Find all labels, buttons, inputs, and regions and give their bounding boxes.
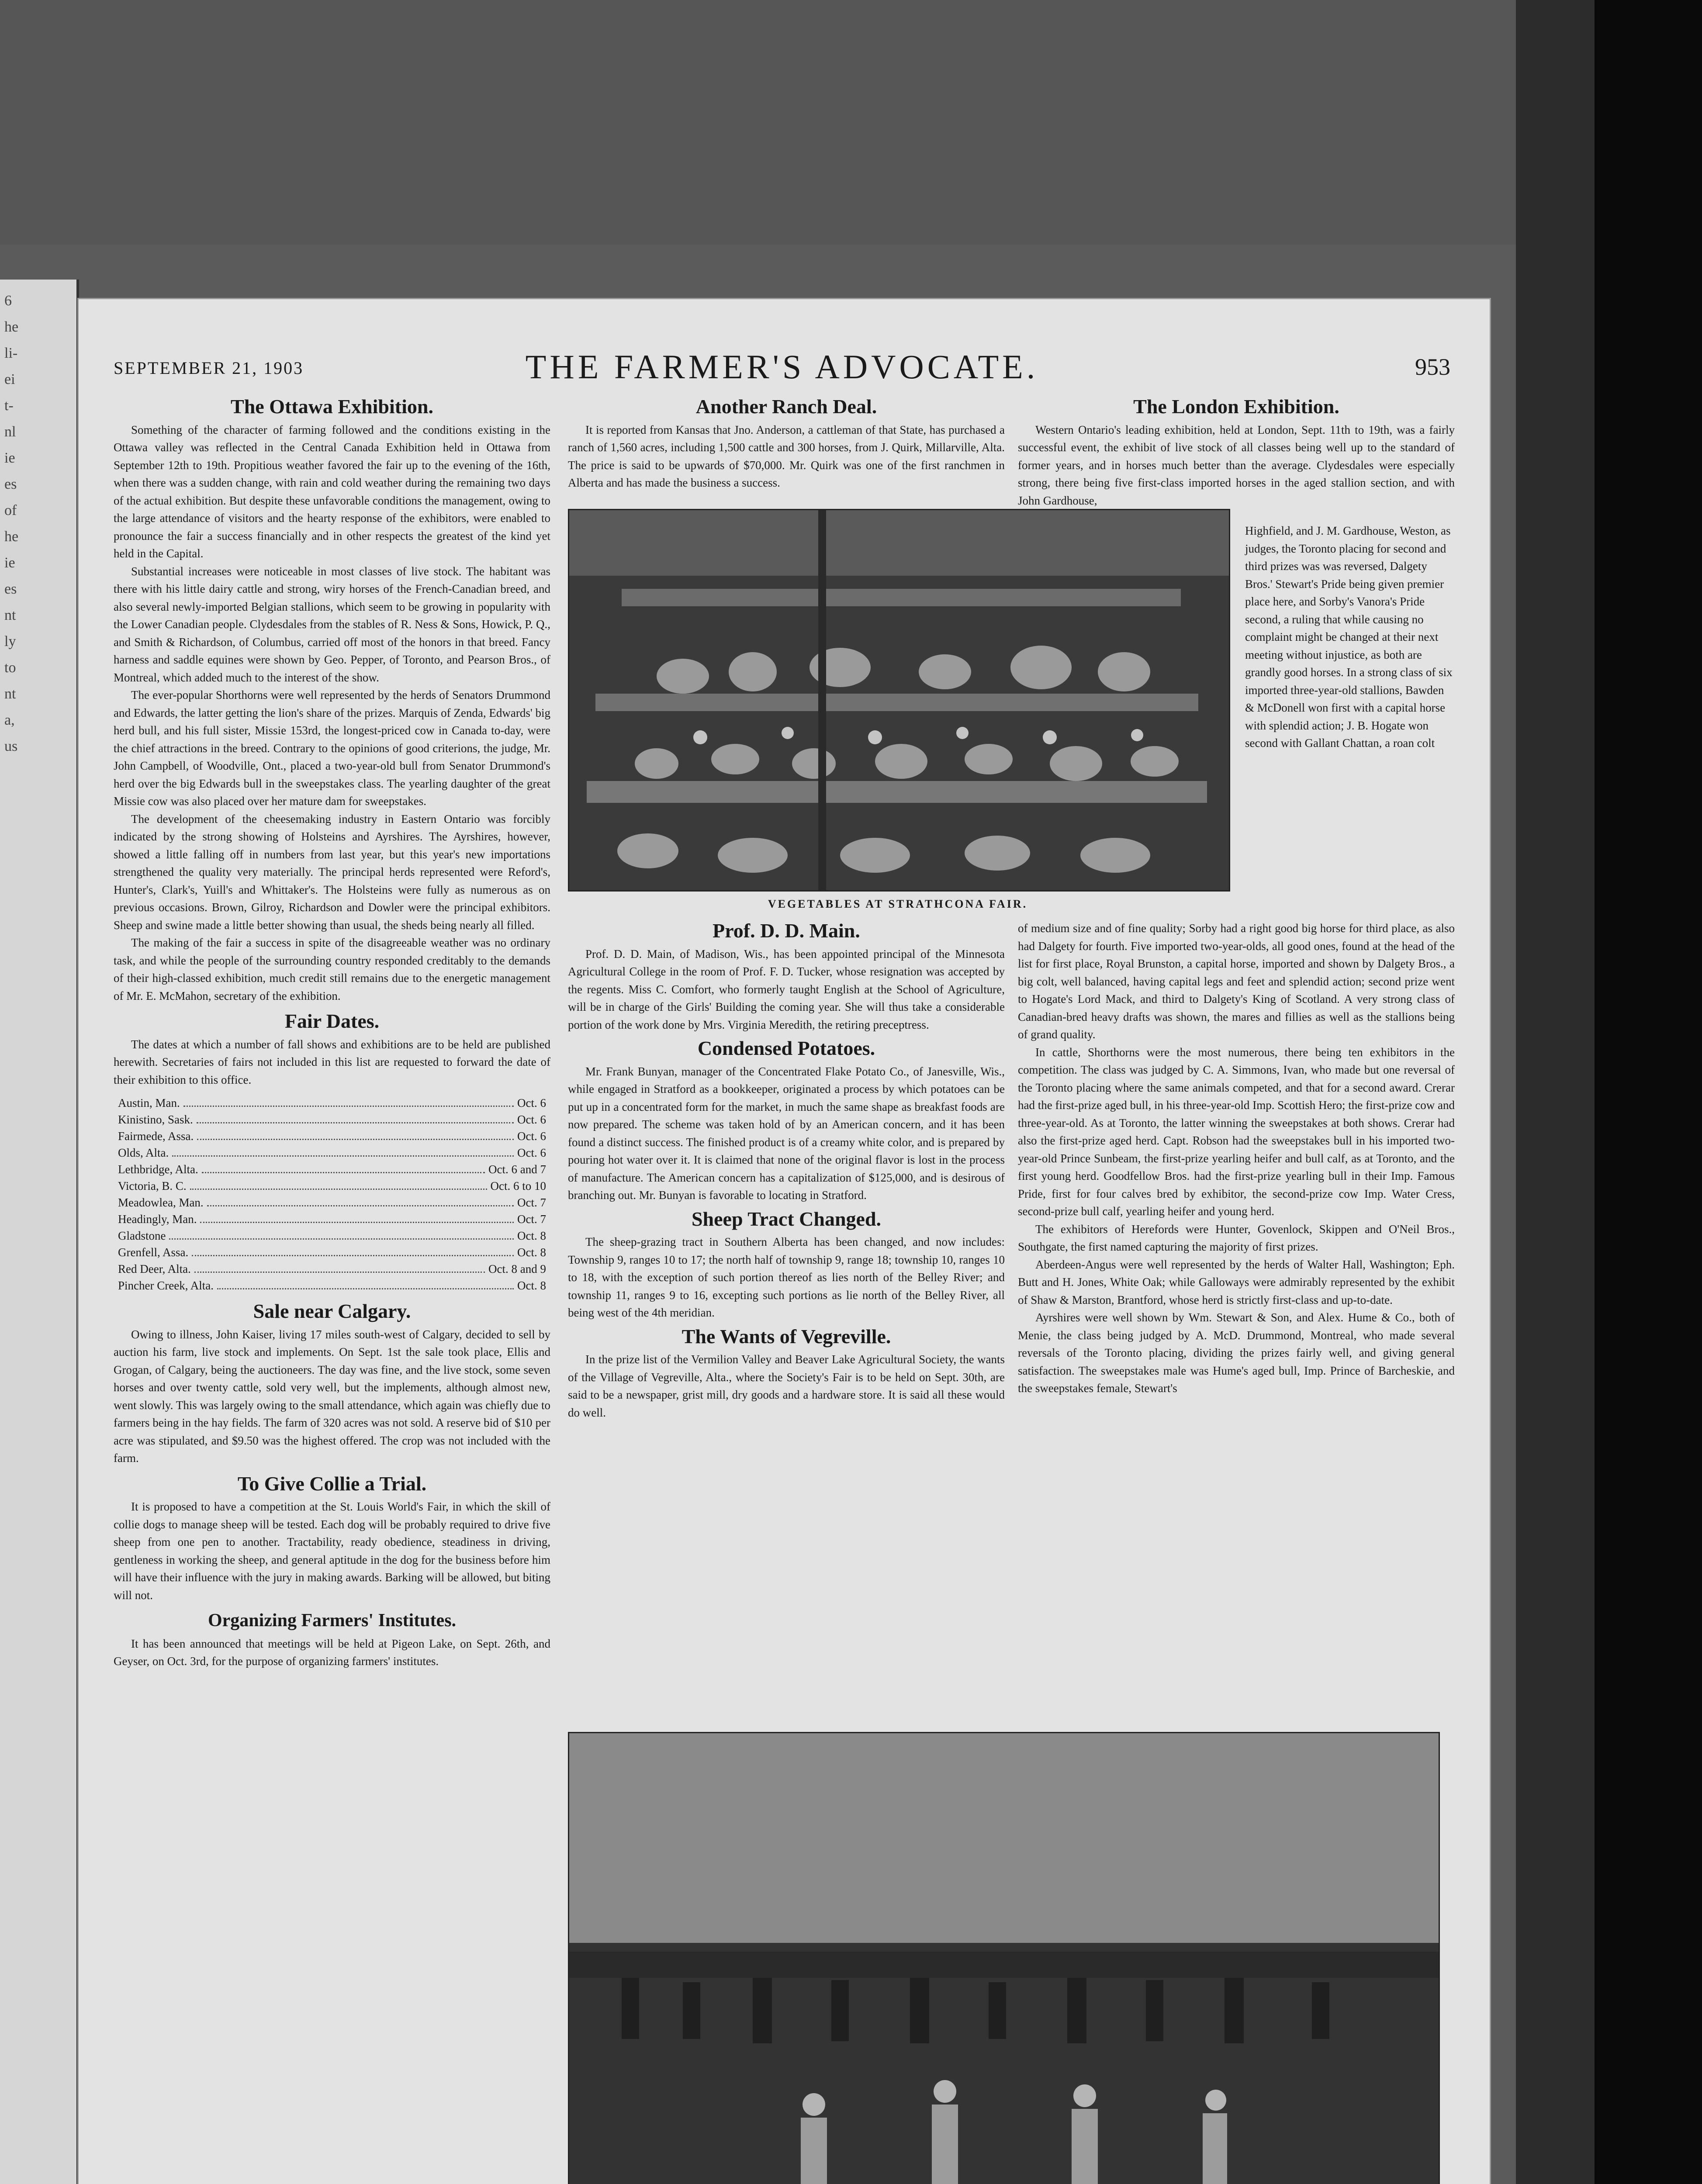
fair-place: Olds, Alta.: [118, 1146, 169, 1159]
sheep-body: The sheep-grazing tract in Southern Alberta has been changed, and now includes: Township 9, ranges 10 to 17; the north half of township 9, range 18; township 10, ranges 10 to 18, with the exception of such portion thereof as lies north of the Belley River; and township 11, ranges 9 to 16, excepting such portions as lie north of the Belley River, all being west of the 4th meridian.: [568, 1235, 1005, 1319]
fair-place: Gladstone: [118, 1229, 166, 1242]
fair-date-row: [118, 1211, 546, 1227]
ottawa-paragraph: Substantial increases were noticeable in most classes of live stock. The habitant was there with his little dairy cattle and strong, wiry horses of the French-Canadian breed, and also several newly-imported Belgian stallions, which seem to be growing in popularity with the Lower Canadian people. Clydesdales from the stables of R. Ness & Sons, Howick, P. Q., and Smith & Richardson, of Columbus, carried off most of the honors in that breed. Fancy harness and saddle equines were shown by Geo. Pepper, of Toronto, and Pearson Bros., of Montreal, which added much to the interest of the show.: [114, 564, 550, 684]
fair-date-row: [118, 1178, 546, 1194]
fragment-text: es: [4, 476, 17, 492]
london-title: The London Exhibition.: [1133, 395, 1339, 418]
vegetables-photo: [568, 509, 1230, 892]
fair-place: Fairmede, Assa.: [118, 1130, 194, 1143]
london-paragraph: Ayrshires were well shown by Wm. Stewart & Son, and Alex. Hume & Co., both of Menie, the class being judged by A. McD. Drummond, Montreal, who made several reversals of the Toronto placing, dividing the prizes fairly well, and giving general satisfaction. The sweepstakes male was Hume's aged bull, Imp. Prince of Barcheskie, and the sweepstakes female, Stewart's: [1018, 1311, 1455, 1395]
vegreville-title: The Wants of Vegreville.: [681, 1325, 891, 1348]
road-gang-photo-image: [569, 1733, 1439, 2184]
ottawa-paragraph: The development of the cheesemaking industry in Eastern Ontario was forcibly indicated by the strong showing of Holsteins and Ayrshires. The Ayrshires, however, showed a little falling off in numbers from last year, but this year's new importations strengthened the quality very materially. The principal herds represented were Reford's, Hunter's, Clark's, Yuill's and Whittaker's. The Holsteins were fully as numerous as on previous occasions. Brown, Gilroy, Richardson and Dowler were the principal exhibitors. Sheep and swine made a little better showing than usual, the sheds being nearly all filled.: [114, 812, 550, 932]
fair-date: Oct. 6: [517, 1096, 546, 1109]
london-inset-text: [1245, 522, 1455, 752]
fair-date-row: [118, 1111, 546, 1128]
fragment-text: 6: [4, 293, 12, 309]
fragment-text: a,: [4, 712, 15, 728]
column-left: [114, 395, 550, 1670]
ottawa-title: The Ottawa Exhibition.: [231, 395, 433, 418]
fair-place: Pincher Creek, Alta.: [118, 1279, 214, 1292]
leader-dots: [200, 1211, 514, 1223]
fair-place: Headingly, Man.: [118, 1213, 197, 1226]
collie-body: It is proposed to have a competition at the St. Louis World's Fair, in which the skill of collie dogs to manage sheep will be tested. Each dog will be probably required to drive five sheep from one pen to another. Tractability, ready obedience, steadiness in driving, gentleness in working the sheep, and general aptitude in the dog for the business before him will have their influence with the jury in making awards. Barking will be allowed, but biting will not.: [114, 1500, 550, 1602]
fair-date: Oct. 7: [517, 1213, 546, 1226]
ranch-body: It is reported from Kansas that Jno. Anderson, a cattleman of that State, has purchased a ranch of 1,560 acres, including 1,500 cattle and 300 horses, from J. Quirk, Millarville, Alta. The price is said to be upwards of $70,000. Mr. Quirk was one of the first ranchmen in Alberta and has made the business a success.: [568, 423, 1005, 489]
london-paragraph: Aberdeen-Angus were well represented by the herds of Walter Hall, Washington; Eph. Butt and H. Jones, White Oak; while Galloways were admirably represented by the exhibit of Shaw & Marston, Brantford, whose herd is strictly first-class and up-to-date.: [1018, 1258, 1455, 1306]
leader-dots: [183, 1095, 514, 1107]
fair-date: Oct. 6: [517, 1146, 546, 1159]
fair-dates-list: [114, 1095, 550, 1294]
leader-dots: [169, 1227, 514, 1240]
fair-place: Meadowlea, Man.: [118, 1196, 204, 1209]
leader-dots: [190, 1178, 487, 1190]
potatoes-title: Condensed Potatoes.: [697, 1037, 875, 1059]
fair-dates-title: Fair Dates.: [284, 1010, 380, 1032]
calgary-body: Owing to illness, John Kaiser, living 17 miles south-west of Calgary, decided to sell by auction his farm, live stock and implements. On Sept. 1st the sale took place, Ellis and Grogan, of Calgary, being the auctioneers. The day was fine, and the live stock, some seven horses and over twenty cattle, sold very well, but the implements, although almost new, went slowly. This was largely owing to the small attendance, which again was chiefly due to farmers being in the hay fields. The farm of 320 acres was not sold. A reserve bid of $10 per acre was stipulated, and $9.50 was the highest offered. The crop was not included with the farm.: [114, 1327, 550, 1465]
london-inset-paragraph: Highfield, and J. M. Gardhouse, Weston, as judges, the Toronto placing for second and third prizes was was reversed, Dalgety Bros.' Stewart's Pride being given premier place here, and Sorby's Vanora's Pride second, a ruling that while causing no complaint might be changed at their next meeting without injustice, as both are grandly good horses. In a strong class of six imported three-year-old stallions, Bawden & McDonell won first with a capital horse with splendid action; J. B. Hogate won second with Gallant Chattan, a roan colt: [1245, 524, 1453, 750]
leader-dots: [197, 1111, 514, 1123]
fair-date-row: [118, 1244, 546, 1261]
fragment-text: he: [4, 319, 19, 335]
leader-dots: [207, 1194, 514, 1206]
fair-date-row: [118, 1194, 546, 1211]
fair-date: Oct. 8: [517, 1246, 546, 1259]
ottawa-paragraph: The making of the fair a success in spite of the disagreeable weather was no ordinary task, and while the people of the surrounding country responded creditably to the demands of their high-classed exhibition, much credit still remains due to the energetic management of Mr. E. McMahon, secretary of the exhibition.: [114, 936, 550, 1002]
masthead-title: THE FARMER'S ADVOCATE.: [525, 348, 1039, 386]
column-right-top: [1018, 395, 1455, 509]
fair-date: Oct. 7: [517, 1196, 546, 1209]
leader-dots: [197, 1128, 514, 1140]
london-paragraph: of medium size and of fine quality; Sorby had a right good big horse for third place, as also had Dalgety for fourth. Five imported two-year-olds, all good ones, found at the head of the list for first place, Royal Brunston, a capital horse, imported and shown by Dalgety Bros., a big colt, well balanced, having capital legs and feet and splendid action; second prize went to Hogate's Lord Mack, and third to Dalgety's King of Scotland. A very strong class of Canadian-bred heavy drafts was shown, the mares and fillies as well as the stallions being of grand quality.: [1018, 922, 1455, 1041]
scan-background-top: [0, 0, 1702, 245]
fragment-text: to: [4, 660, 16, 676]
fragment-text: ly: [4, 633, 16, 650]
calgary-title: Sale near Calgary.: [253, 1300, 411, 1322]
column-right-lower: [1018, 919, 1455, 1397]
fair-date: Oct. 8: [517, 1279, 546, 1292]
vegetables-caption: VEGETABLES AT STRATHCONA FAIR.: [768, 898, 1028, 910]
fair-date-row: [118, 1128, 546, 1144]
leader-dots: [194, 1261, 485, 1273]
ranch-title: Another Ranch Deal.: [695, 395, 877, 418]
fair-date-row: [118, 1261, 546, 1277]
fragment-text: ie: [4, 555, 15, 571]
fair-place: Grenfell, Assa.: [118, 1246, 189, 1259]
fair-dates-intro: The dates at which a number of fall shows and exhibitions are to be held are published herewith. Secretaries of fairs not included in this list are requested to forward the date of their exhibition to this office.: [114, 1037, 550, 1086]
leader-dots: [202, 1161, 485, 1173]
fair-date: Oct. 6 and 7: [488, 1163, 546, 1176]
road-gang-photo: [568, 1732, 1440, 2184]
fair-date-row: [118, 1161, 546, 1178]
fair-date: Oct. 6: [517, 1113, 546, 1126]
leader-dots: [217, 1277, 514, 1289]
facing-page-fragment: [0, 280, 79, 2184]
fair-date: Oct. 8: [517, 1229, 546, 1242]
leader-dots: [192, 1244, 514, 1256]
fragment-text: ei: [4, 371, 15, 387]
fair-date: Oct. 6 to 10: [490, 1179, 546, 1192]
vegreville-body: In the prize list of the Vermilion Valley and Beaver Lake Agricultural Society, the wants of the Village of Vegreville, Alta., where the Society's Fair is to be held on Sept. 30th, are said to be a newspaper, grist mill, dry goods and a hardware store. It is said all these would do well.: [568, 1353, 1005, 1419]
collie-title: To Give Collie a Trial.: [237, 1472, 427, 1495]
fragment-text: he: [4, 529, 19, 545]
page-number: 953: [1415, 354, 1450, 380]
fair-place: Red Deer, Alta.: [118, 1262, 191, 1275]
fair-place: Kinistino, Sask.: [118, 1113, 193, 1126]
column-middle-top: [568, 395, 1005, 492]
fragment-text: es: [4, 581, 17, 597]
fair-place: Victoria, B. C.: [118, 1179, 187, 1192]
newspaper-page: [79, 299, 1490, 2184]
potatoes-body: Mr. Frank Bunyan, manager of the Concentrated Flake Potato Co., of Janesville, Wis., while engaged in Stratford as a bookkeeper, originated a process by which potatoes can be put up in a concentrated form for the market, in much the same shape as breakfast foods are now prepared. The scheme was taken hold of by an American concern, and it has been found a distinct success. The finished product is of a creamy white color, and is prepared by pouring hot water over it. It is claimed that none of the original flavor is lost in the process of manufacture. The American concern has a capitalization of $125,000, and is desirous of branching out. Mr. Bunyan is favorable to locating in Stratford.: [568, 1064, 1005, 1202]
fair-place: Lethbridge, Alta.: [118, 1163, 198, 1176]
fragment-text: nt: [4, 686, 16, 702]
institutes-title: Organizing Farmers' Institutes.: [208, 1610, 457, 1631]
fragment-text: li-: [4, 345, 18, 361]
ottawa-paragraph: The ever-popular Shorthorns were well represented by the herds of Senators Drummond and Edwards, the latter getting the lion's share of the prizes. Marquis of Zenda, Edwards' big herd bull, and his full sister, Missie 153rd, the longest-priced cow in Canada to-day, were the chief attractions in the breed. Contrary to the opinions of good criterions, the judge, Mr. John Campbell, of Woodville, Ont., placed a two-year-old bull from Senator Drummond's herd over the big Edwards bull in the sweepstakes class. The yearling daughter of the great Missie cow was also placed over her mature dam for sweepstakes.: [114, 688, 550, 808]
fair-date-row: [118, 1227, 546, 1244]
main-title: Prof. D. D. Main.: [713, 919, 860, 942]
leader-dots: [172, 1144, 514, 1157]
fragment-text: nl: [4, 424, 16, 440]
ottawa-paragraph: Something of the character of farming followed and the conditions existing in the Ottawa valley was reflected in the Central Canada Exhibition held in Ottawa from September 12th to 19th. Propitious weather favored the fair up to the evening of the 16th, when there was a sudden change, with rain and cold weather during the remaining two days of the actual exhibition. But despite these unfavorable conditions the management, owing to the large attendance of visitors and the hearty response of the exhibitors, were enabled to pronounce the fair a success financially and in other respects the greatest of the kind yet held in the Capital.: [114, 423, 550, 560]
fragment-text: t-: [4, 397, 14, 414]
fragment-text: ie: [4, 450, 15, 466]
sheep-title: Sheep Tract Changed.: [691, 1207, 882, 1230]
fair-place: Austin, Man.: [118, 1096, 180, 1109]
fragment-text: of: [4, 502, 17, 518]
issue-date: SEPTEMBER 21, 1903: [114, 358, 304, 378]
fair-date-row: [118, 1144, 546, 1161]
fragment-text: us: [4, 738, 18, 754]
fair-date: Oct. 8 and 9: [488, 1262, 546, 1275]
fair-date: Oct. 6: [517, 1130, 546, 1143]
vegetables-photo-image: [569, 510, 1229, 890]
institutes-body: It has been announced that meetings will be held at Pigeon Lake, on Sept. 26th, and Geyser, on Oct. 3rd, for the purpose of organizing farmers' institutes.: [114, 1637, 550, 1668]
fragment-text: nt: [4, 607, 16, 623]
london-paragraph: The exhibitors of Herefords were Hunter, Govenlock, Skippen and O'Neil Bros., Southgate, the first named capturing the majority of first prizes.: [1018, 1222, 1455, 1253]
fair-date-row: [118, 1277, 546, 1294]
main-body: Prof. D. D. Main, of Madison, Wis., has been appointed principal of the Minnesota Agricultural College in the room of Prof. F. D. Tucker, whose resignation was accepted by the regents. Miss C. Comfort, who formerly taught English at the School of Agriculture, will be in charge of the Girls' Building the coming year. She will thus take a considerable portion of the work done by Mrs. Virginia Meredith, the retiring preceptress.: [568, 947, 1005, 1031]
scan-background-edge: [1595, 0, 1702, 2184]
fair-date-row: [118, 1095, 546, 1111]
column-middle-lower: [568, 919, 1005, 1421]
ottawa-article: [114, 421, 550, 1005]
london-intro: Western Ontario's leading exhibition, held at London, Sept. 11th to 19th, was a fairly successful event, the exhibit of live stock of all classes being well up to the standard of former years, and in horses much better than the average. Clydesdales were especially strong, there being five first-class imported horses in the aged stallion section, and with John Gardhouse,: [1018, 423, 1455, 507]
london-paragraph: In cattle, Shorthorns were the most numerous, there being ten exhibitors in the competition. The class was judged by C. A. Simmons, Ivan, who made but one reversal of the Toronto placing where the same animals competed, and that for a second award. Crerar had the first-prize aged bull, in his three-year-old Imp. Scottish Hero; the first-prize cow and three-year-old. As at Toronto, the latter winning the sweepstakes at both shows. Crerar had also the first-prize aged herd. Capt. Robson had the sweepstakes bull in his imported two-year-old Prince Sunbeam, the first-prize yearling heifer and bull calf, as at Toronto, and the first young herd. Goodfellow Bros. had the first-prize yearling bull in their Imp. Famous Pride, first for four calves bred by exhibitor, the second-prize cow Imp. Water Cress, second-prize bull calf, yearling heifer and young herd.: [1018, 1045, 1455, 1218]
page-header: [114, 347, 1450, 387]
